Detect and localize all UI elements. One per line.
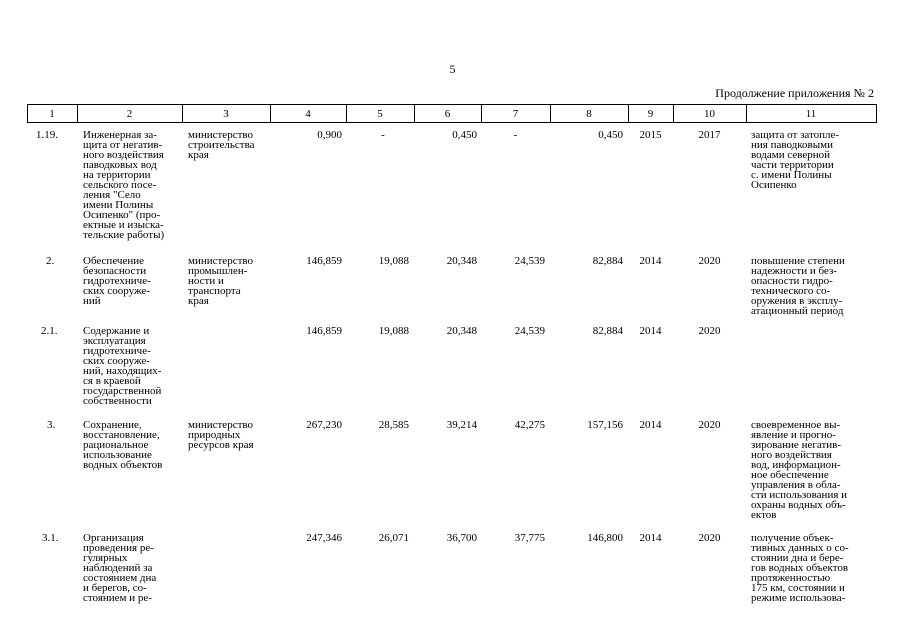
- amount-col7: 42,275: [514, 419, 545, 431]
- total-amount: 146,859: [306, 325, 342, 337]
- row-number: 1.19.: [36, 129, 58, 141]
- end-year: 2020: [698, 325, 721, 337]
- header-col-5: 5: [377, 108, 383, 120]
- header-col-11: 11: [805, 108, 817, 120]
- total-amount: 247,346: [306, 532, 342, 544]
- executor: министерство строительства края: [188, 129, 255, 161]
- row-number: 3.: [47, 419, 56, 431]
- amount-col7: 24,539: [514, 255, 545, 267]
- header-col-9: 9: [647, 108, 654, 120]
- executor: министерство природных ресурсов края: [188, 419, 254, 451]
- amount-col7: 37,775: [514, 532, 545, 544]
- start-year: 2014: [639, 255, 662, 267]
- end-year: 2017: [698, 129, 721, 141]
- total-amount: 146,859: [306, 255, 342, 267]
- activity-name: Содержание и эксплуатация гидротехниче- ских сооруже- ний, находящих- ся в краевой государственной собственности: [83, 325, 162, 407]
- end-year: 2020: [698, 532, 721, 544]
- amount-col6: 20,348: [446, 325, 477, 337]
- header-col-3: 3: [223, 108, 229, 120]
- start-year: 2014: [639, 419, 662, 431]
- amount-col6: 36,700: [446, 532, 477, 544]
- amount-col5: 28,585: [378, 419, 409, 431]
- start-year: 2014: [639, 532, 662, 544]
- activity-name: Инженерная за- щита от негатив- ного воздействия паводковых вод на территории сельского посе- ления "Село имени Полины Осипенко" (про- ектные и изыска- тельские работы): [83, 129, 165, 241]
- amount-col8: 82,884: [592, 255, 623, 267]
- amount-col5: 19,088: [378, 255, 409, 267]
- amount-col5: 19,088: [378, 325, 409, 337]
- start-year: 2015: [639, 129, 662, 141]
- header-col-4: 4: [305, 108, 311, 120]
- total-amount: 0,900: [317, 129, 342, 141]
- header-col-1: 1: [49, 108, 55, 120]
- amount-col8: 146,800: [587, 532, 623, 544]
- header-col-8: 8: [586, 108, 592, 120]
- amount-col6: 39,214: [446, 419, 477, 431]
- expected-result: повышение степени надежности и без- опасности гидро- технического со- оружения в эксплу- атационный период: [751, 255, 845, 317]
- row-number: 2.: [46, 255, 55, 267]
- amount-col5: 26,071: [378, 532, 409, 544]
- amount-col8: 157,156: [587, 419, 623, 431]
- amount-col8: 82,884: [592, 325, 623, 337]
- continuation-label: Продолжение приложения № 2: [715, 86, 874, 100]
- expected-result: получение объек- тивных данных о со- стоянии дна и бере- гов водных объектов протяженностью 175 км, состоянии и режиме использова-: [751, 532, 849, 604]
- expected-result: своевременное вы- явление и прогно- зирование негатив- ного воздействия вод, информацион- ное обеспечение управления в обла- сти использования и охраны водных объ- ектов: [751, 419, 848, 521]
- activity-name: Сохранение, восстановление, рациональное использование водных объектов: [83, 419, 163, 471]
- amount-col7: -: [513, 129, 518, 141]
- header-col-7: 7: [512, 108, 519, 120]
- amount-col8: 0,450: [598, 129, 623, 141]
- amount-col6: 0,450: [452, 129, 477, 141]
- page-number: 5: [449, 62, 456, 76]
- header-col-2: 2: [126, 108, 133, 120]
- amount-col7: 24,539: [514, 325, 545, 337]
- row-number: 2.1.: [41, 325, 58, 337]
- activity-name: Организация проведения ре- гулярных наблюдений за состоянием дна и берегов, со- стоянием и ре-: [83, 532, 157, 604]
- header-col-6: 6: [444, 108, 451, 120]
- start-year: 2014: [639, 325, 662, 337]
- expected-result: защита от затопле- ния паводковыми водами северной части территории с. имени Полины Осипенко: [751, 129, 840, 191]
- header-col-10: 10: [704, 108, 715, 120]
- end-year: 2020: [698, 419, 721, 431]
- end-year: 2020: [698, 255, 721, 267]
- row-number: 3.1.: [42, 532, 59, 544]
- amount-col5: -: [381, 129, 385, 141]
- amount-col6: 20,348: [446, 255, 477, 267]
- executor: министерство промышлен- ности и транспорта края: [188, 255, 254, 307]
- activity-name: Обеспечение безопасности гидротехниче- ских сооруже- ний: [83, 255, 151, 307]
- total-amount: 267,230: [306, 419, 342, 431]
